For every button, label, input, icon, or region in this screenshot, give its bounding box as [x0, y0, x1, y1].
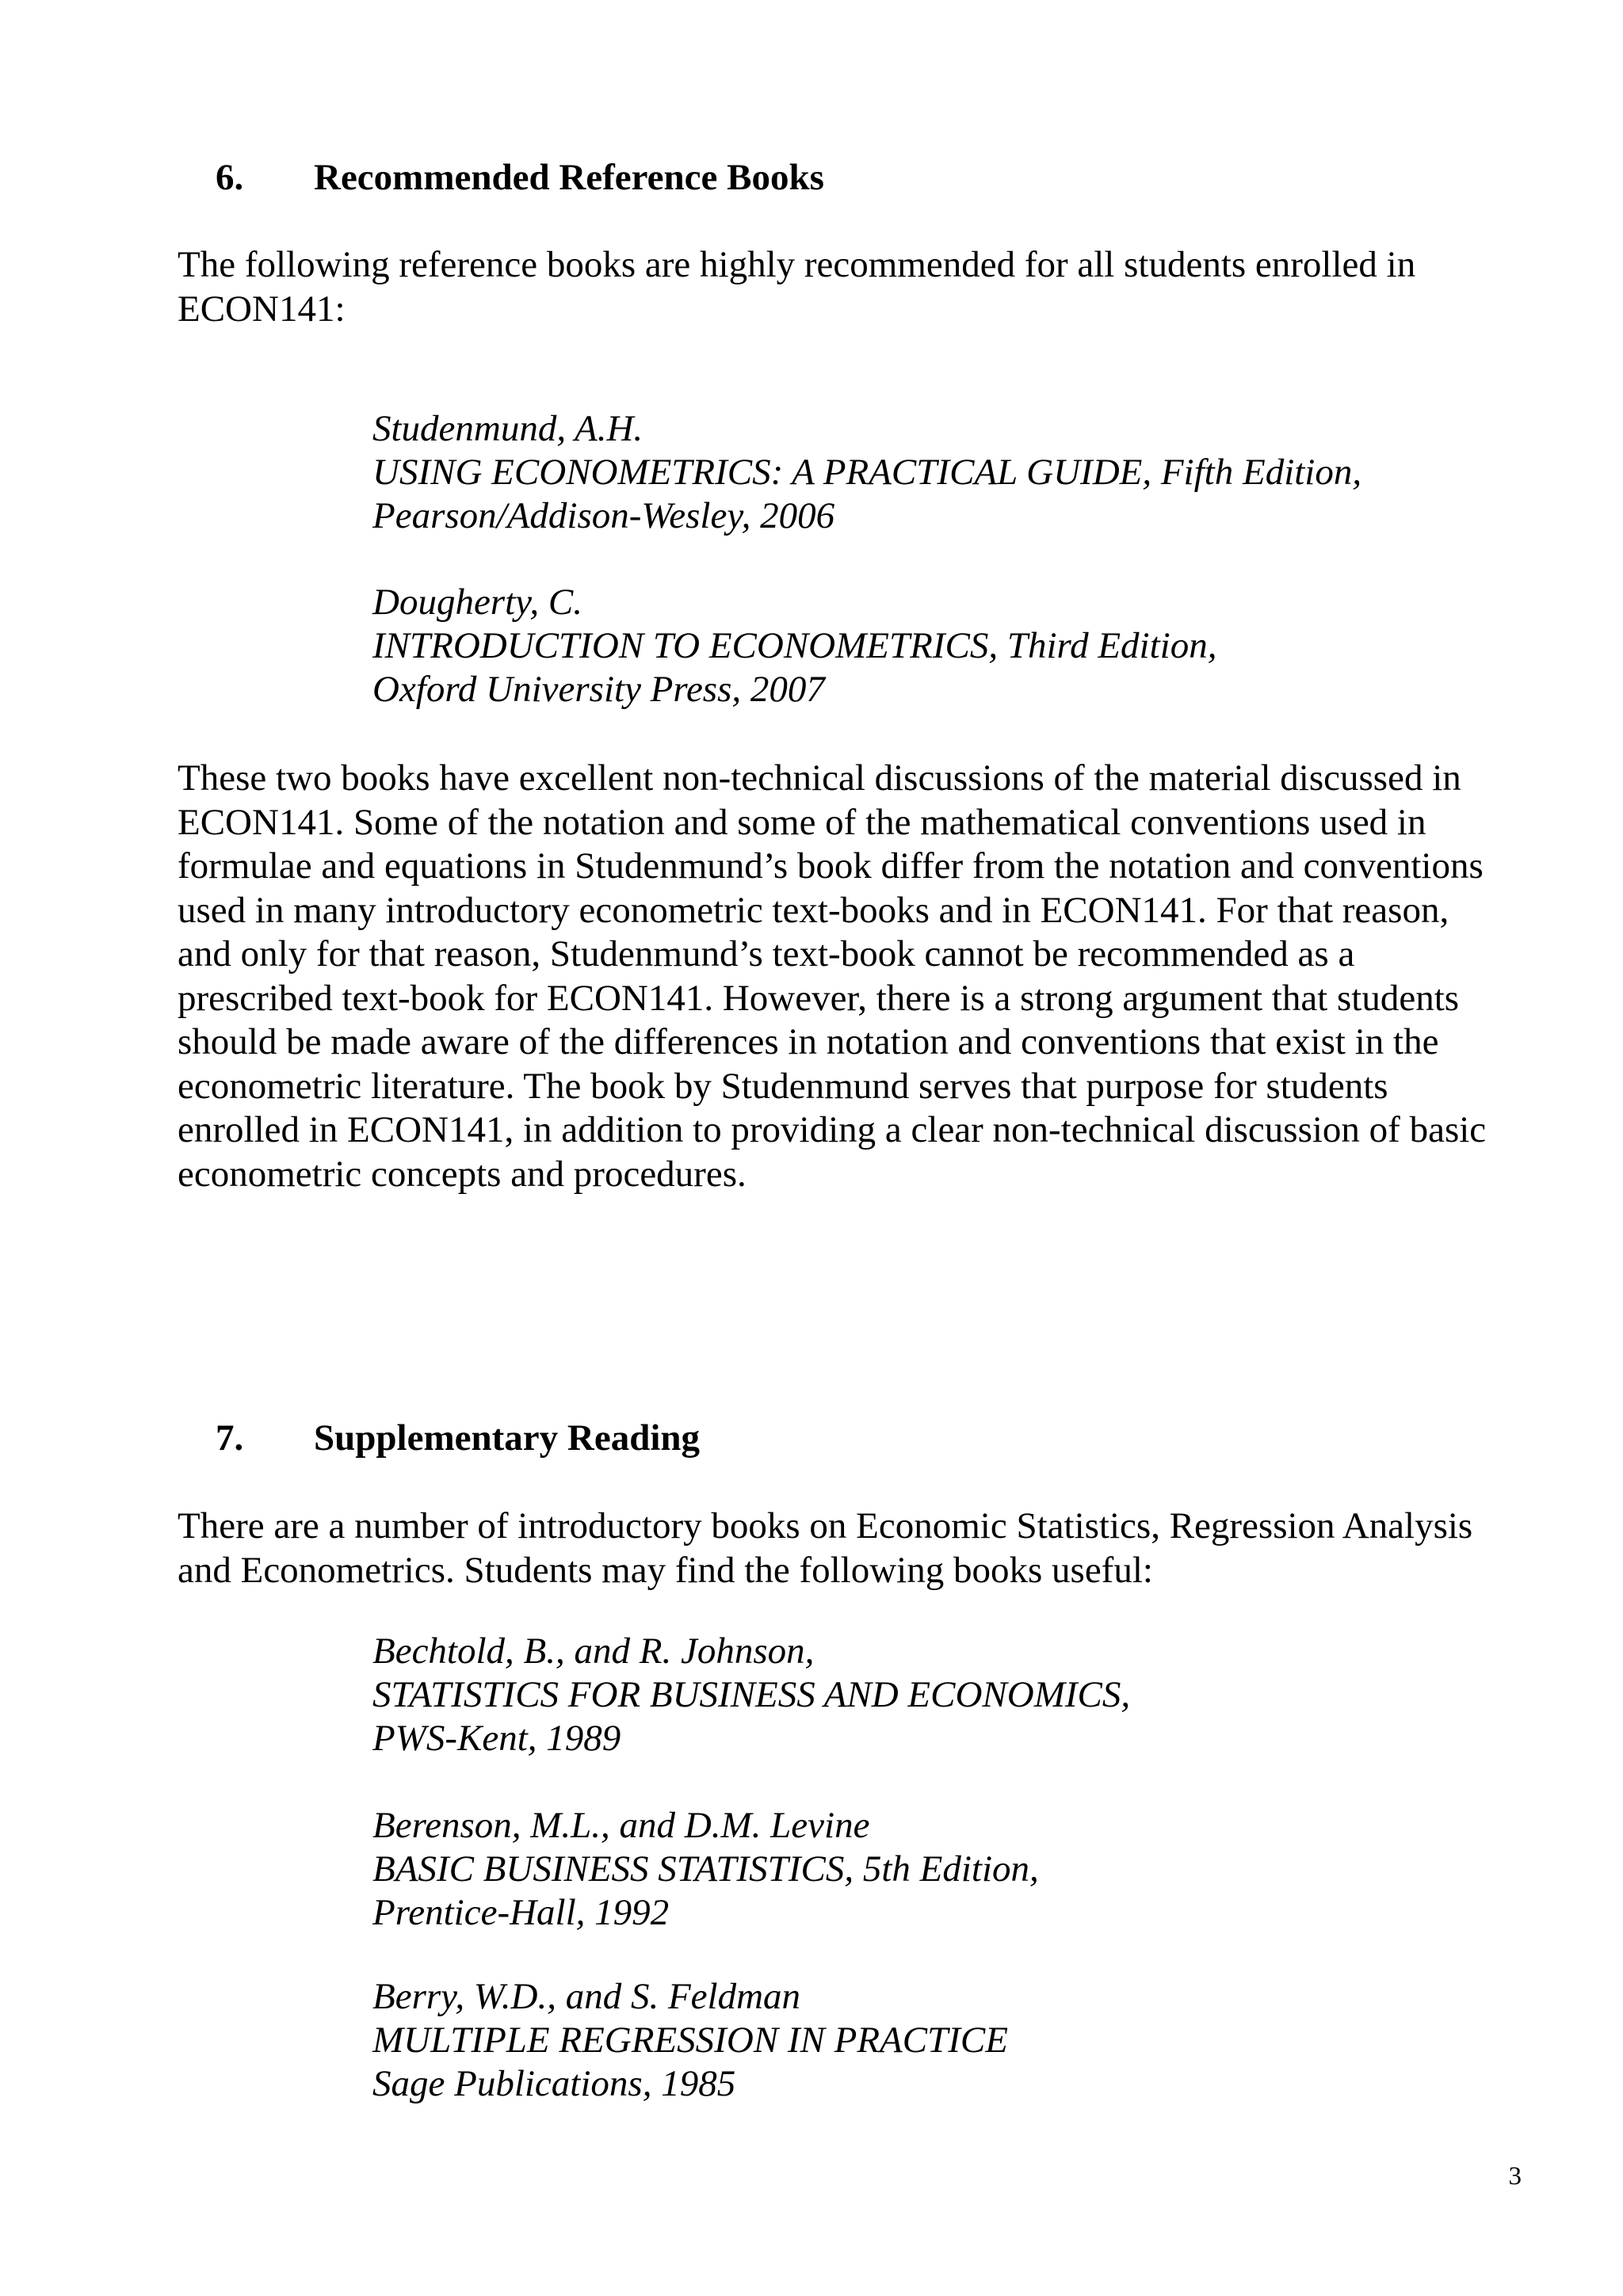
paragraph-line: used in many introductory econometric text-books and in ECON141. For that reason, — [178, 889, 1449, 931]
reference-studenmund — [372, 407, 1361, 538]
paragraph-line: ECON141: — [178, 288, 346, 330]
reference-title: MULTIPLE REGRESSION IN PRACTICE — [372, 2019, 1008, 2061]
section-7-title: Supplementary Reading — [314, 1417, 701, 1459]
paragraph-line: econometric literature. The book by Studenmund serves that purpose for students — [178, 1065, 1388, 1107]
paragraph-line: econometric concepts and procedures. — [178, 1153, 747, 1195]
reference-author: Bechtold, B., and R. Johnson, — [372, 1630, 815, 1672]
paragraph-line: and only for that reason, Studenmund’s text-book cannot be recommended as a — [178, 933, 1355, 974]
paragraph-line: formulae and equations in Studenmund’s book differ from the notation and conventions — [178, 845, 1484, 887]
paragraph-line: should be made aware of the differences in notation and conventions that exist in the — [178, 1021, 1439, 1062]
reference-dougherty — [372, 581, 1216, 711]
paragraph-line: and Econometrics. Students may find the following books useful: — [178, 1549, 1153, 1591]
section-7-number: 7. — [216, 1417, 244, 1459]
reference-publisher: Pearson/Addison-Wesley, 2006 — [372, 495, 835, 536]
section-6-number: 6. — [216, 157, 244, 198]
reference-author: Studenmund, A.H. — [372, 408, 643, 449]
paragraph-line: enrolled in ECON141, in addition to providing a clear non-technical discussion of basic — [178, 1109, 1487, 1150]
reference-publisher: Oxford University Press, 2007 — [372, 669, 825, 710]
reference-publisher: Sage Publications, 1985 — [372, 2063, 736, 2104]
section-6-title: Recommended Reference Books — [314, 157, 824, 198]
reference-author: Berenson, M.L., and D.M. Levine — [372, 1805, 870, 1846]
reference-publisher: PWS-Kent, 1989 — [372, 1718, 621, 1759]
reference-berry — [372, 1975, 1008, 2106]
paragraph-line: ECON141. Some of the notation and some of the mathematical conventions used in — [178, 801, 1426, 843]
reference-title: BASIC BUSINESS STATISTICS, 5th Edition, — [372, 1848, 1039, 1890]
reference-title: STATISTICS FOR BUSINESS AND ECONOMICS, — [372, 1674, 1131, 1715]
paragraph-line: prescribed text-book for ECON141. However, there is a strong argument that students — [178, 977, 1460, 1019]
paragraph-line: These two books have excellent non-technical discussions of the material discussed in — [178, 757, 1461, 799]
reference-title: USING ECONOMETRICS: A PRACTICAL GUIDE, Fifth Edition, — [372, 452, 1362, 493]
reference-berenson — [372, 1804, 1039, 1935]
reference-author: Dougherty, C. — [372, 582, 583, 623]
section-7-heading — [216, 1416, 700, 1460]
reference-author: Berry, W.D., and S. Feldman — [372, 1976, 801, 2017]
section-6-discussion — [178, 757, 1525, 1196]
section-7-intro — [178, 1505, 1525, 1592]
reference-title: INTRODUCTION TO ECONOMETRICS, Third Edition, — [372, 625, 1217, 666]
reference-bechtold — [372, 1630, 1130, 1760]
reference-publisher: Prentice-Hall, 1992 — [372, 1892, 670, 1933]
paragraph-line: The following reference books are highly recommended for all students enrolled in — [178, 244, 1416, 285]
page-number: 3 — [1508, 2162, 1522, 2191]
paragraph-line: There are a number of introductory books on Economic Statistics, Regression Analysis — [178, 1505, 1473, 1547]
section-6-intro — [178, 243, 1525, 331]
section-6-heading — [216, 155, 824, 200]
